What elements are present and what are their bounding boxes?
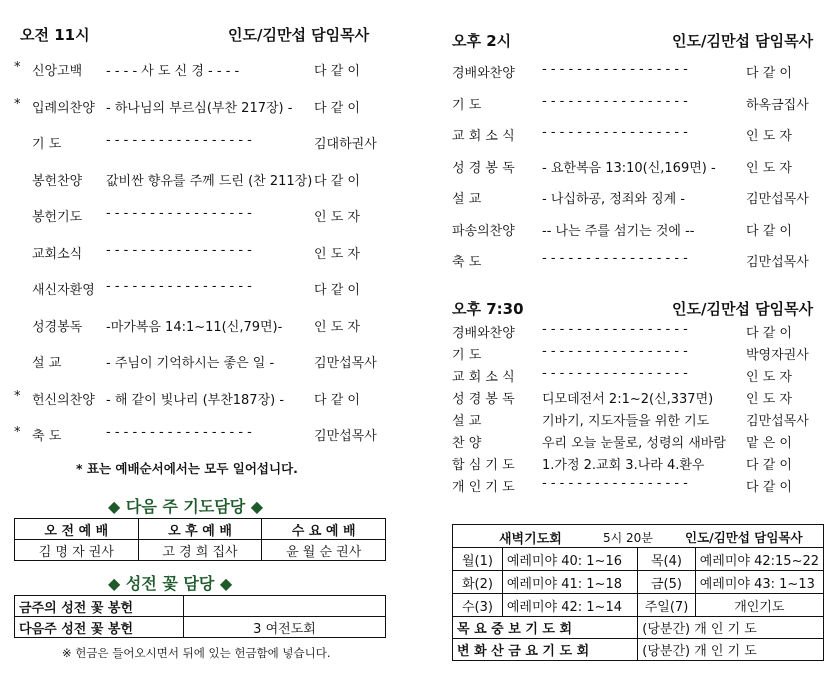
- order-detail: - - - - 사 도 신 경 - - - -: [106, 64, 240, 79]
- order-item: 개 인 기 도: [452, 480, 515, 495]
- order-person: 맡 은 이: [746, 436, 792, 451]
- dawn-day-tue: 화(2): [453, 571, 503, 594]
- dawn-text-thu: 예레미야 42:15~22: [695, 548, 823, 571]
- order-person: 인 도 자: [314, 210, 360, 225]
- dawn-day-wed: 수(3): [453, 594, 503, 617]
- order-item: 축 도: [32, 429, 62, 444]
- order-row: [0, 425, 400, 445]
- order-item: 기 도: [32, 137, 62, 152]
- afternoon-time: 오후 2시: [452, 32, 512, 50]
- order-item: 설 교: [32, 356, 62, 371]
- order-detail: - 하나님의 부르심(부찬 217장) -: [106, 100, 293, 116]
- order-row: [0, 133, 400, 153]
- order-person: 인 도 자: [746, 392, 792, 407]
- order-person: 다 같 이: [746, 326, 792, 341]
- friday-prayer-value: (당분간) 개 인 기 도: [638, 639, 824, 661]
- dawn-text-fri: 예레미야 43: 1~13: [695, 571, 823, 594]
- order-item: 성 경 봉 독: [452, 392, 515, 407]
- order-detail: - - - - - - - - - - - - - - - - -: [542, 344, 688, 359]
- order-detail: - - - - - - - - - - - - - - - - -: [106, 425, 252, 440]
- dawn-time: 5시 20분: [603, 531, 653, 545]
- order-person: 다 같 이: [314, 100, 360, 116]
- order-row: [450, 251, 830, 271]
- order-item: 축 도: [452, 255, 482, 270]
- order-detail: - - - - - - - - - - - - - - - - -: [542, 62, 688, 77]
- order-detail: 1.가정 2.교회 3.나라 4.환우: [542, 458, 705, 473]
- order-person: 김만섭목사: [746, 192, 809, 207]
- flowers-next-week-value: 3 여전도회: [184, 617, 386, 638]
- order-detail: -- 나는 주를 섬기는 것에 --: [542, 223, 695, 239]
- order-row: [0, 316, 400, 336]
- dawn-day-sun: 주일(7): [638, 594, 695, 617]
- order-person: 다 같 이: [746, 480, 792, 495]
- order-item: 봉헌찬양: [32, 173, 83, 189]
- order-person: 다 같 이: [314, 392, 360, 408]
- order-row: [450, 188, 830, 208]
- order-row: [450, 388, 830, 408]
- order-person: 김만섭목사: [314, 429, 377, 444]
- morning-order-list: [0, 60, 400, 450]
- order-detail: - - - - - - - - - - - - - - - - -: [542, 125, 688, 140]
- order-detail: - 주님이 기억하시는 좋은 일 -: [106, 356, 275, 371]
- duty-header-wednesday: 수 요 예 배: [262, 519, 386, 540]
- flowers-next-week-label: 다음주 성전 꽃 봉헌: [15, 617, 184, 638]
- order-detail: - - - - - - - - - - - - - - - - -: [106, 206, 252, 221]
- order-item: 교 회 소 식: [452, 370, 515, 385]
- order-row: [0, 352, 400, 372]
- order-item: 합 심 기 도: [452, 458, 515, 473]
- order-row: [450, 410, 830, 430]
- order-person: 김만섭목사: [746, 255, 809, 270]
- dawn-text-sun: 개인기도: [695, 594, 823, 617]
- afternoon-order-list: [450, 62, 830, 282]
- order-person: 다 같 이: [746, 223, 792, 239]
- evening-time: 오후 7:30: [452, 300, 524, 318]
- order-row: [450, 344, 830, 364]
- order-row: [0, 243, 400, 263]
- order-person: 인 도 자: [746, 129, 792, 144]
- order-item: 설 교: [452, 414, 482, 429]
- order-person: 인 도 자: [314, 319, 360, 335]
- duty-header-afternoon: 오 후 예 배: [138, 519, 262, 540]
- order-detail: - 요한복음 13:10(신,169면) -: [542, 160, 716, 176]
- afternoon-leader: 인도/김만섭 담임목사: [672, 32, 814, 50]
- order-item: 기 도: [452, 97, 482, 113]
- order-item: 신앙고백: [32, 64, 83, 79]
- offering-note: ※ 헌금은 들어오시면서 뒤에 있는 헌금함에 넣습니다.: [62, 646, 331, 660]
- order-person: 하옥금집사: [746, 97, 809, 113]
- order-detail: - 나십하공, 정죄와 징계 -: [542, 192, 686, 207]
- order-row: [0, 279, 400, 299]
- duty-name-wednesday: 윤 월 순 권사: [262, 540, 386, 561]
- dawn-day-mon: 월(1): [453, 548, 503, 571]
- order-detail: - - - - - - - - - - - - - - - - -: [542, 322, 688, 337]
- order-item: 새신자환영: [32, 283, 95, 298]
- dawn-day-thu: 목(4): [638, 548, 695, 571]
- order-mark: *: [14, 60, 21, 75]
- order-mark: *: [14, 96, 21, 112]
- order-item: 성 경 봉 독: [452, 160, 515, 176]
- order-row: [450, 476, 830, 496]
- order-person: 인 도 자: [314, 246, 360, 262]
- dawn-title: 새벽기도회: [499, 532, 562, 547]
- order-item: 찬 양: [452, 436, 482, 451]
- order-person: 인 도 자: [746, 370, 792, 385]
- order-person: 다 같 이: [746, 458, 792, 473]
- evening-order-list: [450, 322, 830, 502]
- order-detail: 우리 오늘 눈물로, 성령의 새바람: [542, 436, 726, 451]
- order-item: 성경봉독: [32, 319, 83, 335]
- order-person: 김만섭목사: [746, 414, 809, 429]
- evening-leader: 인도/김만섭 담임목사: [672, 300, 814, 318]
- order-detail: -마가복음 14:1~11(신,79면)-: [106, 319, 283, 335]
- order-detail: - - - - - - - - - - - - - - - - -: [106, 242, 252, 258]
- dawn-text-tue: 예레미야 41: 1~18: [502, 571, 637, 594]
- flowers-table: [14, 595, 386, 638]
- prayer-duty-table: [14, 518, 386, 561]
- order-item: 경배와찬양: [452, 66, 515, 81]
- order-detail: - - - - - - - - - - - - - - - - -: [106, 279, 252, 294]
- order-item: 헌신의찬양: [32, 392, 95, 408]
- duty-name-afternoon: 고 경 희 집사: [138, 540, 262, 561]
- order-row: [450, 432, 830, 452]
- flowers-this-week-value: [184, 596, 386, 617]
- order-detail: - 해 같이 빛나리 (부찬187장) -: [106, 392, 285, 408]
- order-detail: - - - - - - - - - - - - - - - - -: [106, 133, 252, 148]
- morning-time: 오전 11시: [20, 26, 90, 44]
- order-item: 교 회 소 식: [452, 129, 515, 144]
- order-person: 박영자권사: [746, 348, 809, 363]
- order-row: [450, 322, 830, 342]
- duty-name-morning: 김 명 자 권사: [15, 540, 139, 561]
- order-detail: 값비싼 향유를 주께 드린 (찬 211장): [106, 173, 313, 189]
- order-detail: - - - - - - - - - - - - - - - - -: [542, 93, 688, 109]
- order-item: 교회소식: [32, 246, 83, 262]
- thursday-prayer-label: 목 요 중 보 기 도 회: [453, 617, 638, 639]
- dawn-prayer-table: [452, 524, 824, 661]
- order-row: [450, 125, 830, 145]
- order-person: 다 같 이: [314, 173, 360, 189]
- order-person: 김대하권사: [314, 137, 377, 152]
- order-row: [0, 206, 400, 226]
- dawn-day-fri: 금(5): [638, 571, 695, 594]
- order-mark: *: [14, 425, 21, 440]
- order-row: [450, 62, 830, 82]
- order-row: [0, 97, 400, 117]
- order-row: [450, 157, 830, 177]
- order-row: [450, 366, 830, 386]
- order-item: 기 도: [452, 348, 482, 363]
- order-row: [450, 454, 830, 474]
- duty-header-morning: 오 전 예 배: [15, 519, 139, 540]
- order-row: [0, 389, 400, 409]
- flowers-this-week-label: 금주의 성전 꽃 봉헌: [15, 596, 184, 617]
- friday-prayer-label: 변 화 산 금 요 기 도 회: [453, 639, 638, 661]
- order-item: 파송의찬양: [452, 223, 515, 239]
- thursday-prayer-value: (당분간) 개 인 기 도: [638, 617, 824, 639]
- standing-note: * 표는 예배순서에서는 모두 일어섭니다.: [76, 461, 298, 476]
- order-person: 다 같 이: [314, 64, 360, 79]
- order-person: 다 같 이: [746, 66, 792, 81]
- order-item: 경배와찬양: [452, 326, 515, 341]
- dawn-leader: 인도/김만섭 담임목사: [685, 530, 803, 545]
- order-item: 봉헌기도: [32, 210, 83, 225]
- order-person: 김만섭목사: [314, 356, 377, 371]
- order-item: 설 교: [452, 192, 482, 207]
- order-mark: *: [14, 388, 21, 404]
- order-detail: 기바기, 지도자들을 위한 기도: [542, 414, 710, 429]
- order-row: [450, 94, 830, 114]
- dawn-header: [453, 525, 824, 548]
- dawn-text-mon: 예레미야 40: 1~16: [502, 548, 637, 571]
- order-detail: - - - - - - - - - - - - - - - - -: [542, 366, 688, 381]
- dawn-text-wed: 예레미야 42: 1~14: [502, 594, 637, 617]
- order-item: 입례의찬양: [32, 100, 95, 116]
- order-row: [0, 60, 400, 80]
- order-row: [0, 170, 400, 190]
- order-detail: - - - - - - - - - - - - - - - - -: [542, 251, 688, 266]
- morning-leader: 인도/김만섭 담임목사: [228, 26, 370, 44]
- order-row: [450, 220, 830, 240]
- order-detail: 디모데전서 2:1~2(신,337면): [542, 392, 714, 407]
- order-detail: - - - - - - - - - - - - - - - - -: [542, 476, 688, 491]
- flowers-title: ◆ 성전 꽃 담당 ◆: [108, 574, 233, 593]
- prayer-duty-title: ◆ 다음 주 기도담당 ◆: [108, 497, 264, 516]
- order-person: 다 같 이: [314, 283, 360, 298]
- order-person: 인 도 자: [746, 160, 792, 176]
